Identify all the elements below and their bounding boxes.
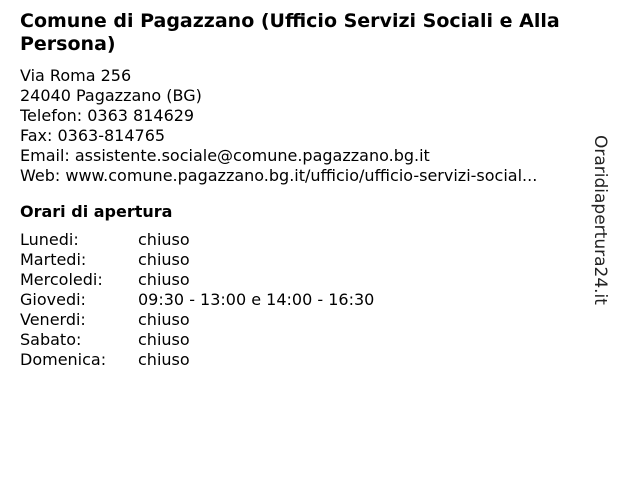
office-title: Comune di Pagazzano (Ufficio Servizi Sociali e Alla Persona) [20, 10, 560, 55]
site-watermark: Oraridiapertura24.it [590, 135, 610, 305]
address-street: Via Roma 256 [20, 66, 132, 85]
day-hours: chiuso [138, 350, 190, 369]
day-hours: chiuso [138, 310, 190, 329]
hours-row-monday [20, 230, 610, 250]
day-hours: chiuso [138, 330, 190, 349]
email-address[interactable]: Email: assistente.sociale@comune.pagazzano.bg.it [20, 146, 430, 165]
website-link[interactable]: Web: www.comune.pagazzano.bg.it/ufficio/ufficio-servizi-social... [20, 166, 538, 185]
day-label: Sabato: [20, 330, 82, 349]
address-city: 24040 Pagazzano (BG) [20, 86, 202, 105]
day-label: Martedi: [20, 250, 87, 269]
office-card [20, 10, 610, 370]
hours-row-sunday [20, 350, 610, 370]
hours-row-thursday [20, 290, 610, 310]
contact-block [20, 66, 610, 186]
day-hours: chiuso [138, 250, 190, 269]
day-label: Lunedi: [20, 230, 79, 249]
day-hours: chiuso [138, 270, 190, 289]
hours-row-friday [20, 310, 610, 330]
day-label: Venerdi: [20, 310, 86, 329]
day-label: Domenica: [20, 350, 107, 369]
day-label: Mercoledi: [20, 270, 103, 289]
phone-number[interactable]: Telefon: 0363 814629 [20, 106, 195, 125]
hours-row-wednesday [20, 270, 610, 290]
opening-hours-heading: Orari di apertura [20, 202, 173, 221]
day-label: Giovedi: [20, 290, 86, 309]
day-hours: chiuso [138, 230, 190, 249]
hours-row-saturday [20, 330, 610, 350]
hours-row-tuesday [20, 250, 610, 270]
opening-hours-list [20, 230, 610, 370]
day-hours: 09:30 - 13:00 e 14:00 - 16:30 [138, 290, 375, 309]
fax-number: Fax: 0363-814765 [20, 126, 166, 145]
